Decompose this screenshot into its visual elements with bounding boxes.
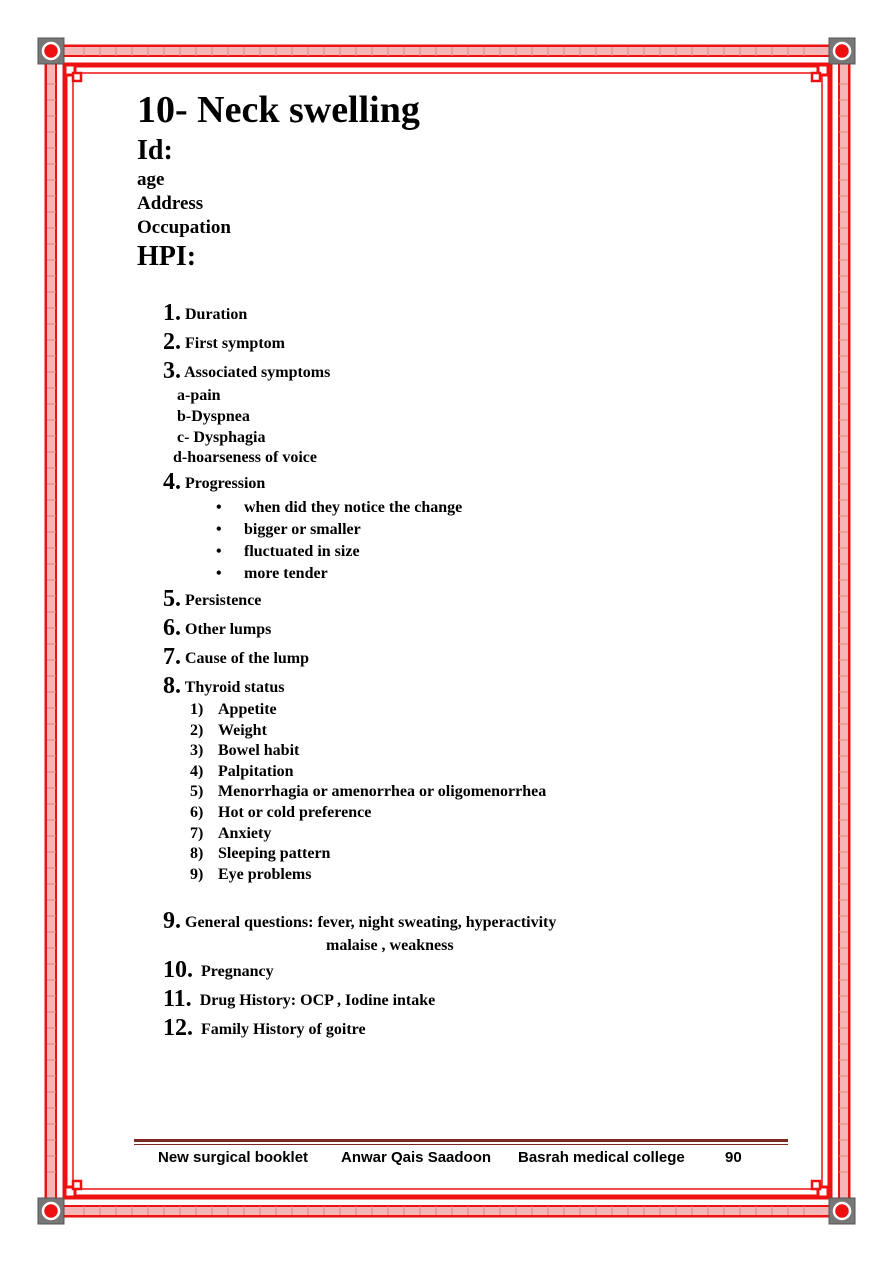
thyroid-item: 4) Palpitation [190,762,294,780]
footer-college: Basrah medical college [518,1149,685,1166]
thyroid-item: 7) Anxiety [190,824,272,842]
footer-rule [134,1139,788,1142]
id-field-address: Address [137,193,204,214]
associated-symptom: a-pain [177,387,221,404]
general-questions-continued: malaise , weakness [326,937,454,954]
list-item: 3. Associated symptoms [163,358,331,384]
thyroid-item: 6) Hot or cold preference [190,804,372,821]
list-item: 10. Pregnancy [163,957,274,983]
footer-rule-thin [134,1144,788,1145]
thyroid-item: 8) Sleeping pattern [190,845,331,863]
thyroid-item: 5) Menorrhagia or amenorrhea or oligomenorrhea [190,783,547,801]
id-heading: Id: [137,135,173,166]
page-title: 10- Neck swelling [137,89,420,131]
list-item: 6. Other lumps [163,615,272,641]
thyroid-item: 3) Bowel habit [190,742,300,760]
hpi-heading: HPI: [137,241,197,272]
associated-symptom: b-Dyspnea [177,408,250,425]
footer-author: Anwar Qais Saadoon [341,1149,492,1166]
associated-symptom: d-hoarseness of voice [173,449,317,466]
thyroid-item: 9) Eye problems [190,865,312,883]
thyroid-item: 1) Appetite [190,701,277,718]
list-item: 5. Persistence [163,586,262,612]
list-item: 1. Duration [163,300,248,326]
list-item: 9. General questions: fever, night sweating, hyperactivity [163,908,557,934]
id-field-occupation: Occupation [137,217,231,238]
list-item: 2. First symptom [163,329,285,355]
id-field-age: age [137,169,165,190]
list-item: 12. Family History of goitre [163,1015,366,1041]
associated-symptom: c- Dysphagia [177,429,266,446]
document-page: 10- Neck swelling Id: age Address Occupation HPI: 1. Duration 2. First symptom 3. Associated symptoms a-pain b-Dyspnea c- Dysphagia d-hoarseness of voice 4. Progression • when did they notice the change • bigger or smaller • fluctuated in size • more tender 5. Persistence 6. Other lumps 7. Cause of the lump 8. Thyroid status 1) Appetite 2) Weight 3) Bowel habit 4) Palpitation 5) Menorrhagia or amenorrhea or oligomenorrhea 6) Hot or cold preference 7) Anxiety 8) Sleeping pattern 9) Eye problems 9. General questions: fever, night sweating, hyperactivity malaise , weakness 10. Pregnancy 11. Drug History: OCP , Iodine intake 12. Family History of goitre New surgical booklet Anwar Qais Saadoon Basrah medical college 90 [0,0,893,1263]
list-item: 4. Progression [163,469,266,495]
footer-booklet: New surgical booklet [158,1149,309,1166]
list-item: 7. Cause of the lump [163,644,310,670]
thyroid-item: 2) Weight [190,721,267,739]
list-item: 11. Drug History: OCP , Iodine intake [163,986,436,1012]
list-item: 8. Thyroid status [163,673,285,699]
page-number: 90 [725,1149,742,1166]
